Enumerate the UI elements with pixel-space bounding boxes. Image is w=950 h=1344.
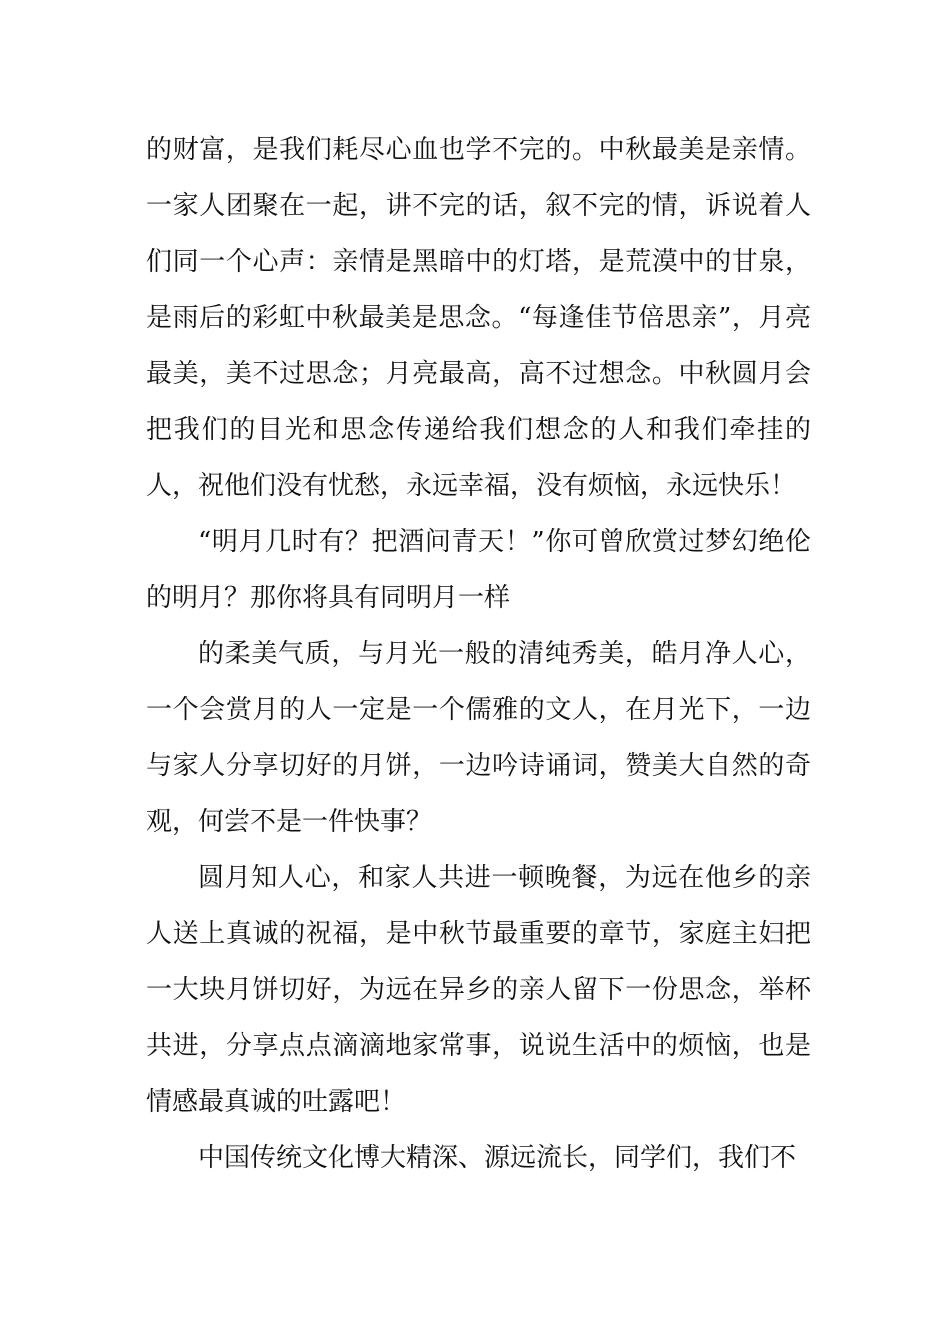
paragraph-moon-question: “明月几时有？把酒问青天！”你可曾欣赏过梦幻绝伦的明月？那你将具有同明月一样 bbox=[146, 527, 811, 613]
paragraph-family-dinner: 圆月知人心，和家人共进一顿晚餐，为远在他乡的亲人送上真诚的祝福，是中秋节最重要的章节，家庭主妇把一大块月饼切好，为远在异乡的亲人留下一份思念，举杯共进，分享点点滴滴地家常事，说说生活中的烦恼，也是情感最真诚的吐露吧！ bbox=[146, 863, 811, 1117]
paragraph-traditional-culture: 中国传统文化博大精深、源远流长，同学们，我们不 bbox=[198, 1143, 797, 1173]
paragraph-moon-temperament: 的柔美气质，与月光一般的清纯秀美，皓月净人心，一个会赏月的人一定是一个儒雅的文人，在月光下，一边与家人分享切好的月饼，一边吟诗诵词，赞美大自然的奇观，何尝不是一件快事？ bbox=[146, 639, 811, 837]
document-body bbox=[146, 122, 811, 1186]
paragraph-continuation: 的财富，是我们耗尽心血也学不完的。中秋最美是亲情。一家人团聚在一起，讲不完的话，叙不完的情，诉说着人们同一个心声：亲情是黑暗中的灯塔，是荒漠中的甘泉，是雨后的彩虹中秋最美是思念。“每逢佳节倍思亲”，月亮最美，美不过思念；月亮最高，高不过想念。中秋圆月会把我们的目光和思念传递给我们想念的人和我们牵挂的人，祝他们没有忧愁，永远幸福，没有烦恼，永远快乐！ bbox=[146, 135, 811, 501]
